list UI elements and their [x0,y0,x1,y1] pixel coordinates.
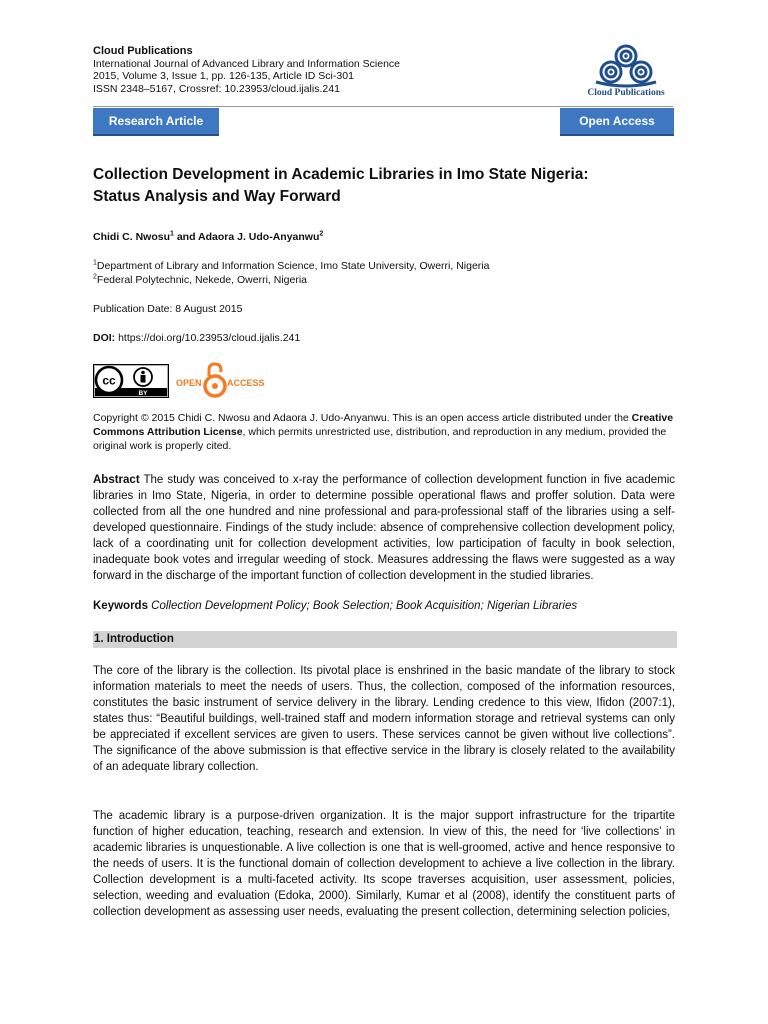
svg-text:cc: cc [102,373,116,388]
affiliation-2 [93,273,489,287]
affiliation-1 [93,259,489,273]
keywords-text: Collection Development Policy; Book Selection; Book Acquisition; Nigerian Libraries [147,600,578,612]
doi-line [93,332,300,344]
open-word: OPEN [176,378,202,388]
open-access-tab: Open Access [560,108,674,134]
affiliations [93,259,489,287]
header-divider [93,106,673,107]
intro-paragraph-2: The academic library is a purpose-driven organization. It is the major support infrastructure for the tripartite function of higher education, teaching, research and extension. In view of this, the need for ‘live collections’ in academic libraries is unquestionable. A live collection is one that is well-groomed, active and hence responsive to the needs of users. It is the functional domain of collection development to achieve a live collection in the library. Collection development is a multi-faceted activity. Its scope traverses acquisition, user assessment, policies, selection, weeding and evaluation (Edoka, 2000). Similarly, Kumar et al (2008), identify the constituent parts of collection development as assessing user needs, evaluating the present collection, determining selection policies, [93,810,675,918]
logo-text: Cloud Publications [587,88,665,98]
affiliation-1-mark: 1 [93,259,97,267]
abstract [93,472,675,584]
issue-info: 2015, Volume 3, Issue 1, pp. 126-135, Article ID Sci-301 [93,70,354,82]
publication-date: Publication Date: 8 August 2015 [93,303,243,315]
keywords-label: Keywords [93,600,148,612]
title-line-1: Collection Development in Academic Libraries in Imo State Nigeria: [93,166,589,183]
access-word: ACCESS [227,378,265,388]
author-joiner: and [173,231,199,243]
author-1-affil-mark: 1 [170,230,174,238]
copyright-notice [93,411,675,453]
license-name: Creative Commons Attribution License [93,412,674,438]
author-2: Adaora J. Udo-Anyanwu [198,231,320,243]
keywords [93,598,693,614]
open-access-logo [176,361,276,399]
affiliation-2-text: Federal Polytechnic, Nekede, Owerri, Nigeria [96,274,307,286]
cloud-swirl-icon [574,42,678,90]
title-line-2: Status Analysis and Way Forward [93,188,341,205]
issn-info: ISSN 2348–5167, Crossref: 10.23953/cloud.ijalis.241 [93,82,340,95]
section-heading-introduction: 1. Introduction [93,631,677,648]
cc-by-license-icon[interactable] [93,364,169,398]
author-1: Chidi C. Nwosu [93,231,170,243]
doi-label: DOI: [93,332,116,344]
author-list [93,231,323,243]
cloud-publications-logo [574,42,678,102]
abstract-text: The study was conceived to x-ray the performance of collection development function in five academic libraries in Imo State, Nigeria, in order to determine possible operational flaws and proffer solution. Data were collected from all the one hundred and nine professional and para-professional staff of the libraries using a self-developed questionnaire. Findings of the study include: absence of comprehensive collection development policy, lack of a coordinating unit for collection development activities, low participation of faculty in book selection, inadequate book votes and irregular weeding of stock. Measures addressing the flaws were suggested as a way forward in the discharge of the important function of collection development in the studied libraries. [93,474,675,582]
open-lock-icon [205,364,225,396]
doi-link[interactable]: https://doi.org/10.23953/cloud.ijalis.241 [115,332,301,344]
author-2-affil-mark: 2 [319,230,324,238]
publisher-name: Cloud Publications [93,45,193,57]
cc-by-label: BY [138,390,148,397]
article-title [93,164,693,208]
copyright-text-start: Copyright © 2015 Chidi C. Nwosu and Adaora J. Udo-Anyanwu. This is an open access article distributed under the [93,412,632,424]
affiliation-1-text: Department of Library and Information Science, Imo State University, Owerri, Nigeria [96,260,490,272]
abstract-label: Abstract [93,474,140,486]
research-article-tab: Research Article [93,108,219,134]
intro-paragraph-1: The core of the library is the collection. Its pivotal place is enshrined in the basic mandate of the library to stock information materials to meet the needs of users. Thus, the collection, composed of the information resources, constitutes the basic instrument of service delivery in the library. Lending credence to this view, Ifidon (2007:1), states thus: “Beautiful buildings, well-trained staff and modern information storage and retrieval systems can only be appreciated if excellent services are given to users. These services cannot be given without live collections”. The significance of the above submission is that effective service in the library is closely related to the availability of an adequate library collection. [93,665,675,773]
affiliation-2-mark: 2 [93,273,97,281]
copyright-text-end: , which permits unrestricted use, distribution, and reproduction in any medium, provided the original work is properly cited. [93,426,667,452]
journal-name: International Journal of Advanced Library and Information Science [93,57,401,70]
journal-header [93,45,593,95]
